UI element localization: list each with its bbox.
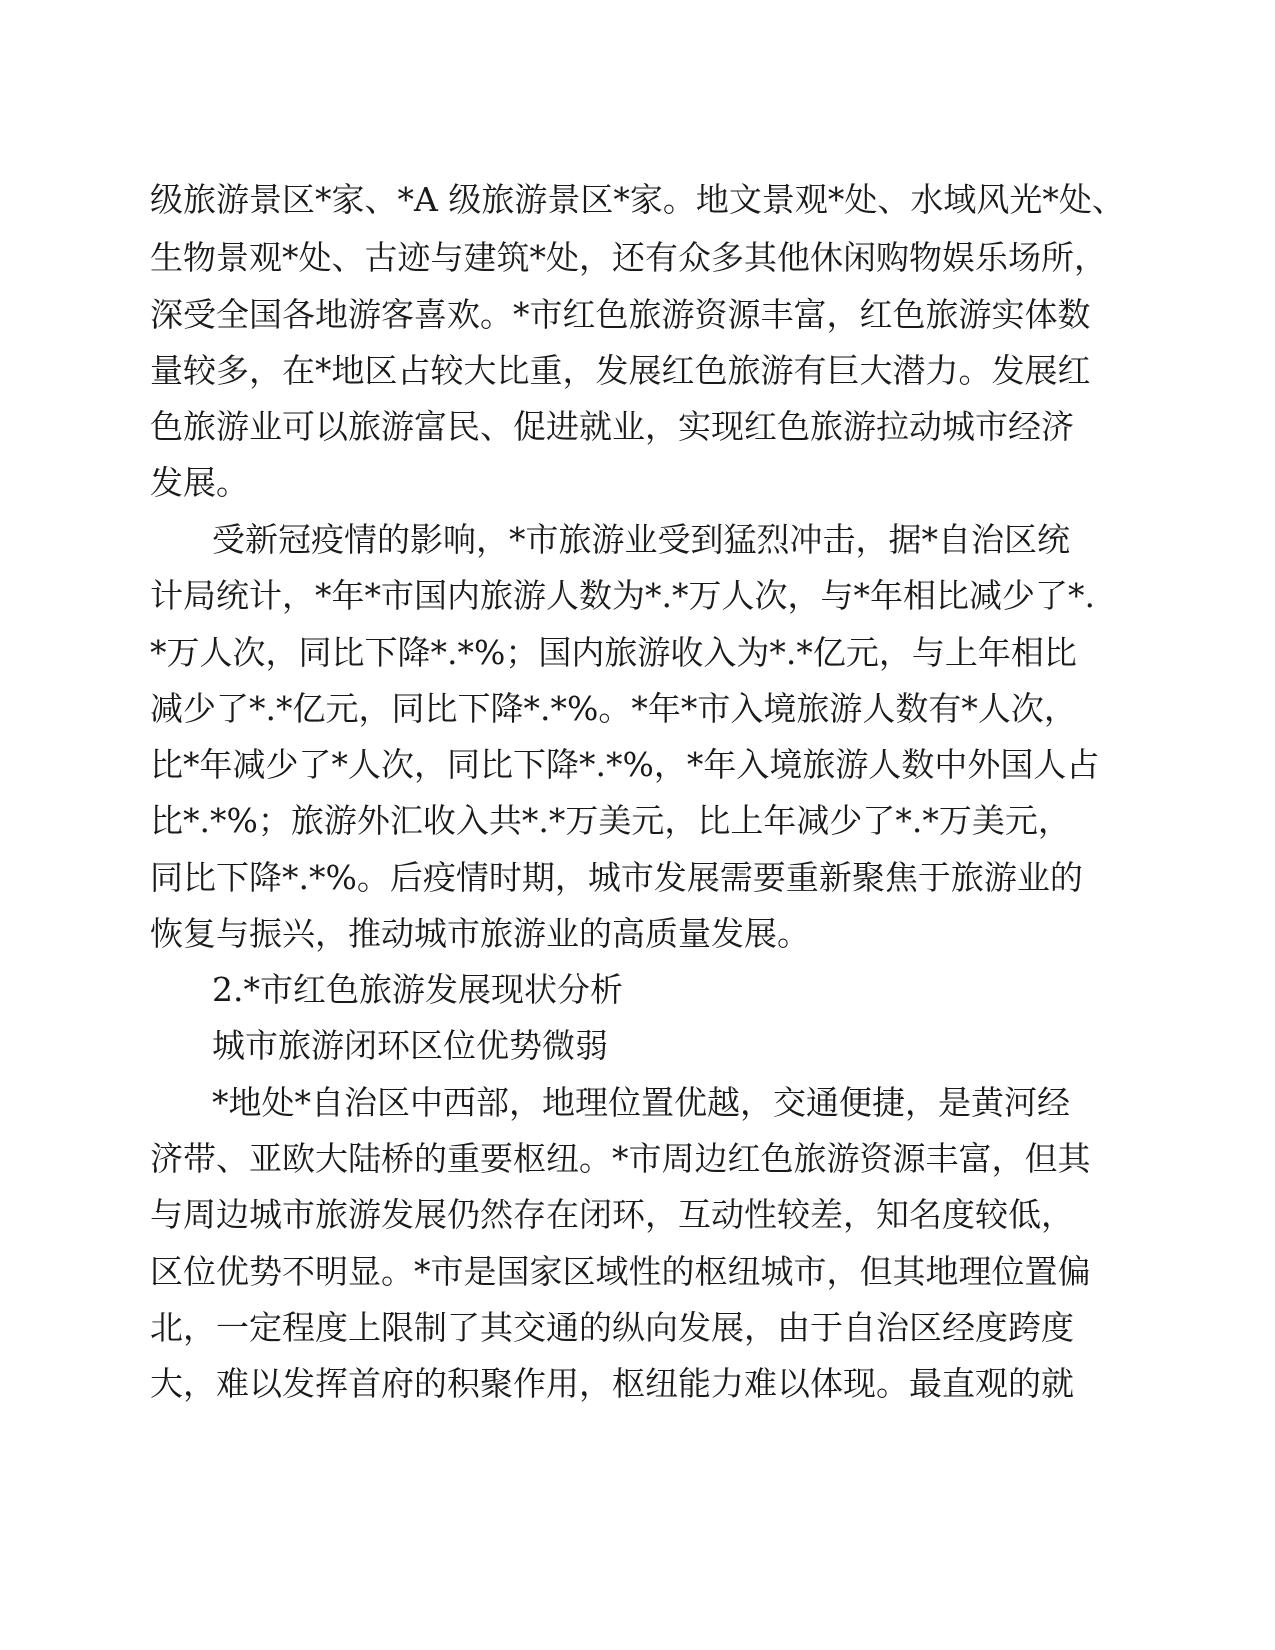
- text-line: 济带、亚欧大陆桥的重要枢纽。*市周边红色旅游资源丰富，但其: [150, 1139, 1091, 1178]
- text-line: 量较多，在*地区占较大比重，发展红色旅游有巨大潜力。发展红: [150, 351, 1091, 390]
- text-line: 与周边城市旅游发展仍然存在闭环，互动性较差，知名度较低，: [150, 1195, 1074, 1234]
- text-line: 计局统计，*年*市国内旅游人数为*.*万人次，与*年相比减少了*.: [150, 576, 1095, 615]
- text-line: 比*年减少了*人次，同比下降*.*%，*年入境旅游人数中外国人占: [150, 745, 1100, 784]
- text-line: 北，一定程度上限制了其交通的纵向发展，由于自治区经度跨度: [150, 1308, 1074, 1347]
- text-line: 发展。: [150, 463, 249, 502]
- text-line: 恢复与振兴，推动城市旅游业的高质量发展。: [150, 914, 810, 953]
- text-line: 深受全国各地游客喜欢。*市红色旅游资源丰富，红色旅游实体数: [150, 295, 1091, 334]
- text-line: 大，难以发挥首府的积聚作用，枢纽能力难以体现。最直观的就: [150, 1364, 1074, 1403]
- text-line: 同比下降*.*%。后疫情时期，城市发展需要重新聚焦于旅游业的: [150, 858, 1083, 897]
- text-line: 受新冠疫情的影响，*市旅游业受到猛烈冲击，据*自治区统: [212, 520, 1070, 559]
- text-line: *地处*自治区中西部，地理位置优越，交通便捷，是黄河经: [212, 1083, 1070, 1122]
- text-line: 比*.*%；旅游外汇收入共*.*万美元，比上年减少了*.*万美元，: [150, 801, 1071, 840]
- text-line: 色旅游业可以旅游富民、促进就业，实现红色旅游拉动城市经济: [150, 407, 1074, 446]
- text-line: *万人次，同比下降*.*%；国内旅游收入为*.*亿元，与上年相比: [150, 633, 1077, 672]
- section-heading: 2.*市红色旅游发展现状分析: [212, 970, 623, 1009]
- text-line: 生物景观*处、古迹与建筑*处，还有众多其他休闲购物娱乐场所，: [150, 238, 1107, 277]
- text-line: 级旅游景区*家、*A 级旅游景区*家。地文景观*处、水域风光*处、: [150, 180, 1125, 219]
- text-line: 区位优势不明显。*市是国家区域性的枢纽城市，但其地理位置偏: [150, 1252, 1091, 1291]
- subsection-heading: 城市旅游闭环区位优势微弱: [212, 1026, 608, 1065]
- text-line: 减少了*.*亿元，同比下降*.*%。*年*市入境旅游人数有*人次，: [150, 689, 1077, 728]
